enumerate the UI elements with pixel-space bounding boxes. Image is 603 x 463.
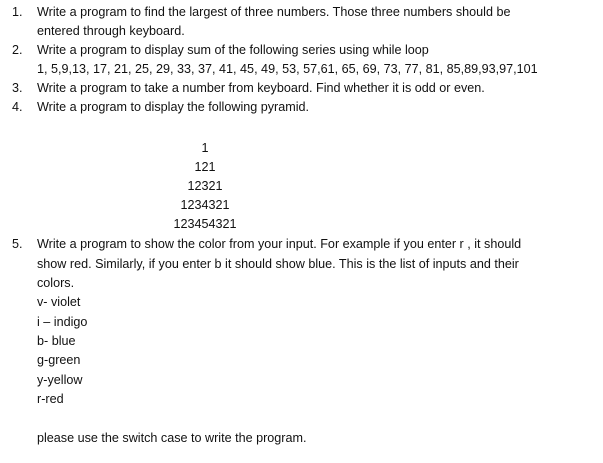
item-5-line-1: Write a program to show the color from your input. For example if you enter r , it should bbox=[37, 237, 522, 251]
item-4-line-1: Write a program to display the following pyramid. bbox=[37, 100, 310, 114]
item-1-line-1: Write a program to find the largest of three numbers. Those three numbers should be bbox=[37, 5, 511, 19]
color-item-violet: v- violet bbox=[37, 295, 81, 309]
item-4-number: 4. bbox=[12, 100, 23, 114]
pyramid-row-2: 121 bbox=[194, 160, 216, 174]
item-5-number: 5. bbox=[12, 237, 23, 251]
item-1-number: 1. bbox=[12, 5, 23, 19]
pyramid-row-3: 12321 bbox=[187, 179, 223, 193]
color-item-yellow: y-yellow bbox=[37, 373, 83, 387]
color-item-indigo: i – indigo bbox=[37, 315, 88, 329]
color-item-blue: b- blue bbox=[37, 334, 76, 348]
pyramid-row-4: 1234321 bbox=[180, 198, 230, 212]
color-item-red: r-red bbox=[37, 392, 64, 406]
item-2-series: 1, 5,9,13, 17, 21, 25, 29, 33, 37, 41, 45, 49, 53, 57,61, 65, 69, 73, 77, 81, 85,89,93,97,101 bbox=[37, 62, 538, 76]
pyramid-row-5: 123454321 bbox=[173, 217, 237, 231]
item-5-line-3: colors. bbox=[37, 276, 75, 290]
item-1-line-2: entered through keyboard. bbox=[37, 24, 185, 38]
item-3-number: 3. bbox=[12, 81, 23, 95]
color-item-green: g-green bbox=[37, 353, 81, 367]
item-3-line-1: Write a program to take a number from keyboard. Find whether it is odd or even. bbox=[37, 81, 485, 95]
closing-instruction: please use the switch case to write the program. bbox=[37, 431, 307, 445]
item-5-line-2: show red. Similarly, if you enter b it should show blue. This is the list of inputs and their bbox=[37, 257, 519, 271]
pyramid-row-1: 1 bbox=[201, 141, 209, 155]
item-2-number: 2. bbox=[12, 43, 23, 57]
item-2-line-1: Write a program to display sum of the following series using while loop bbox=[37, 43, 429, 57]
